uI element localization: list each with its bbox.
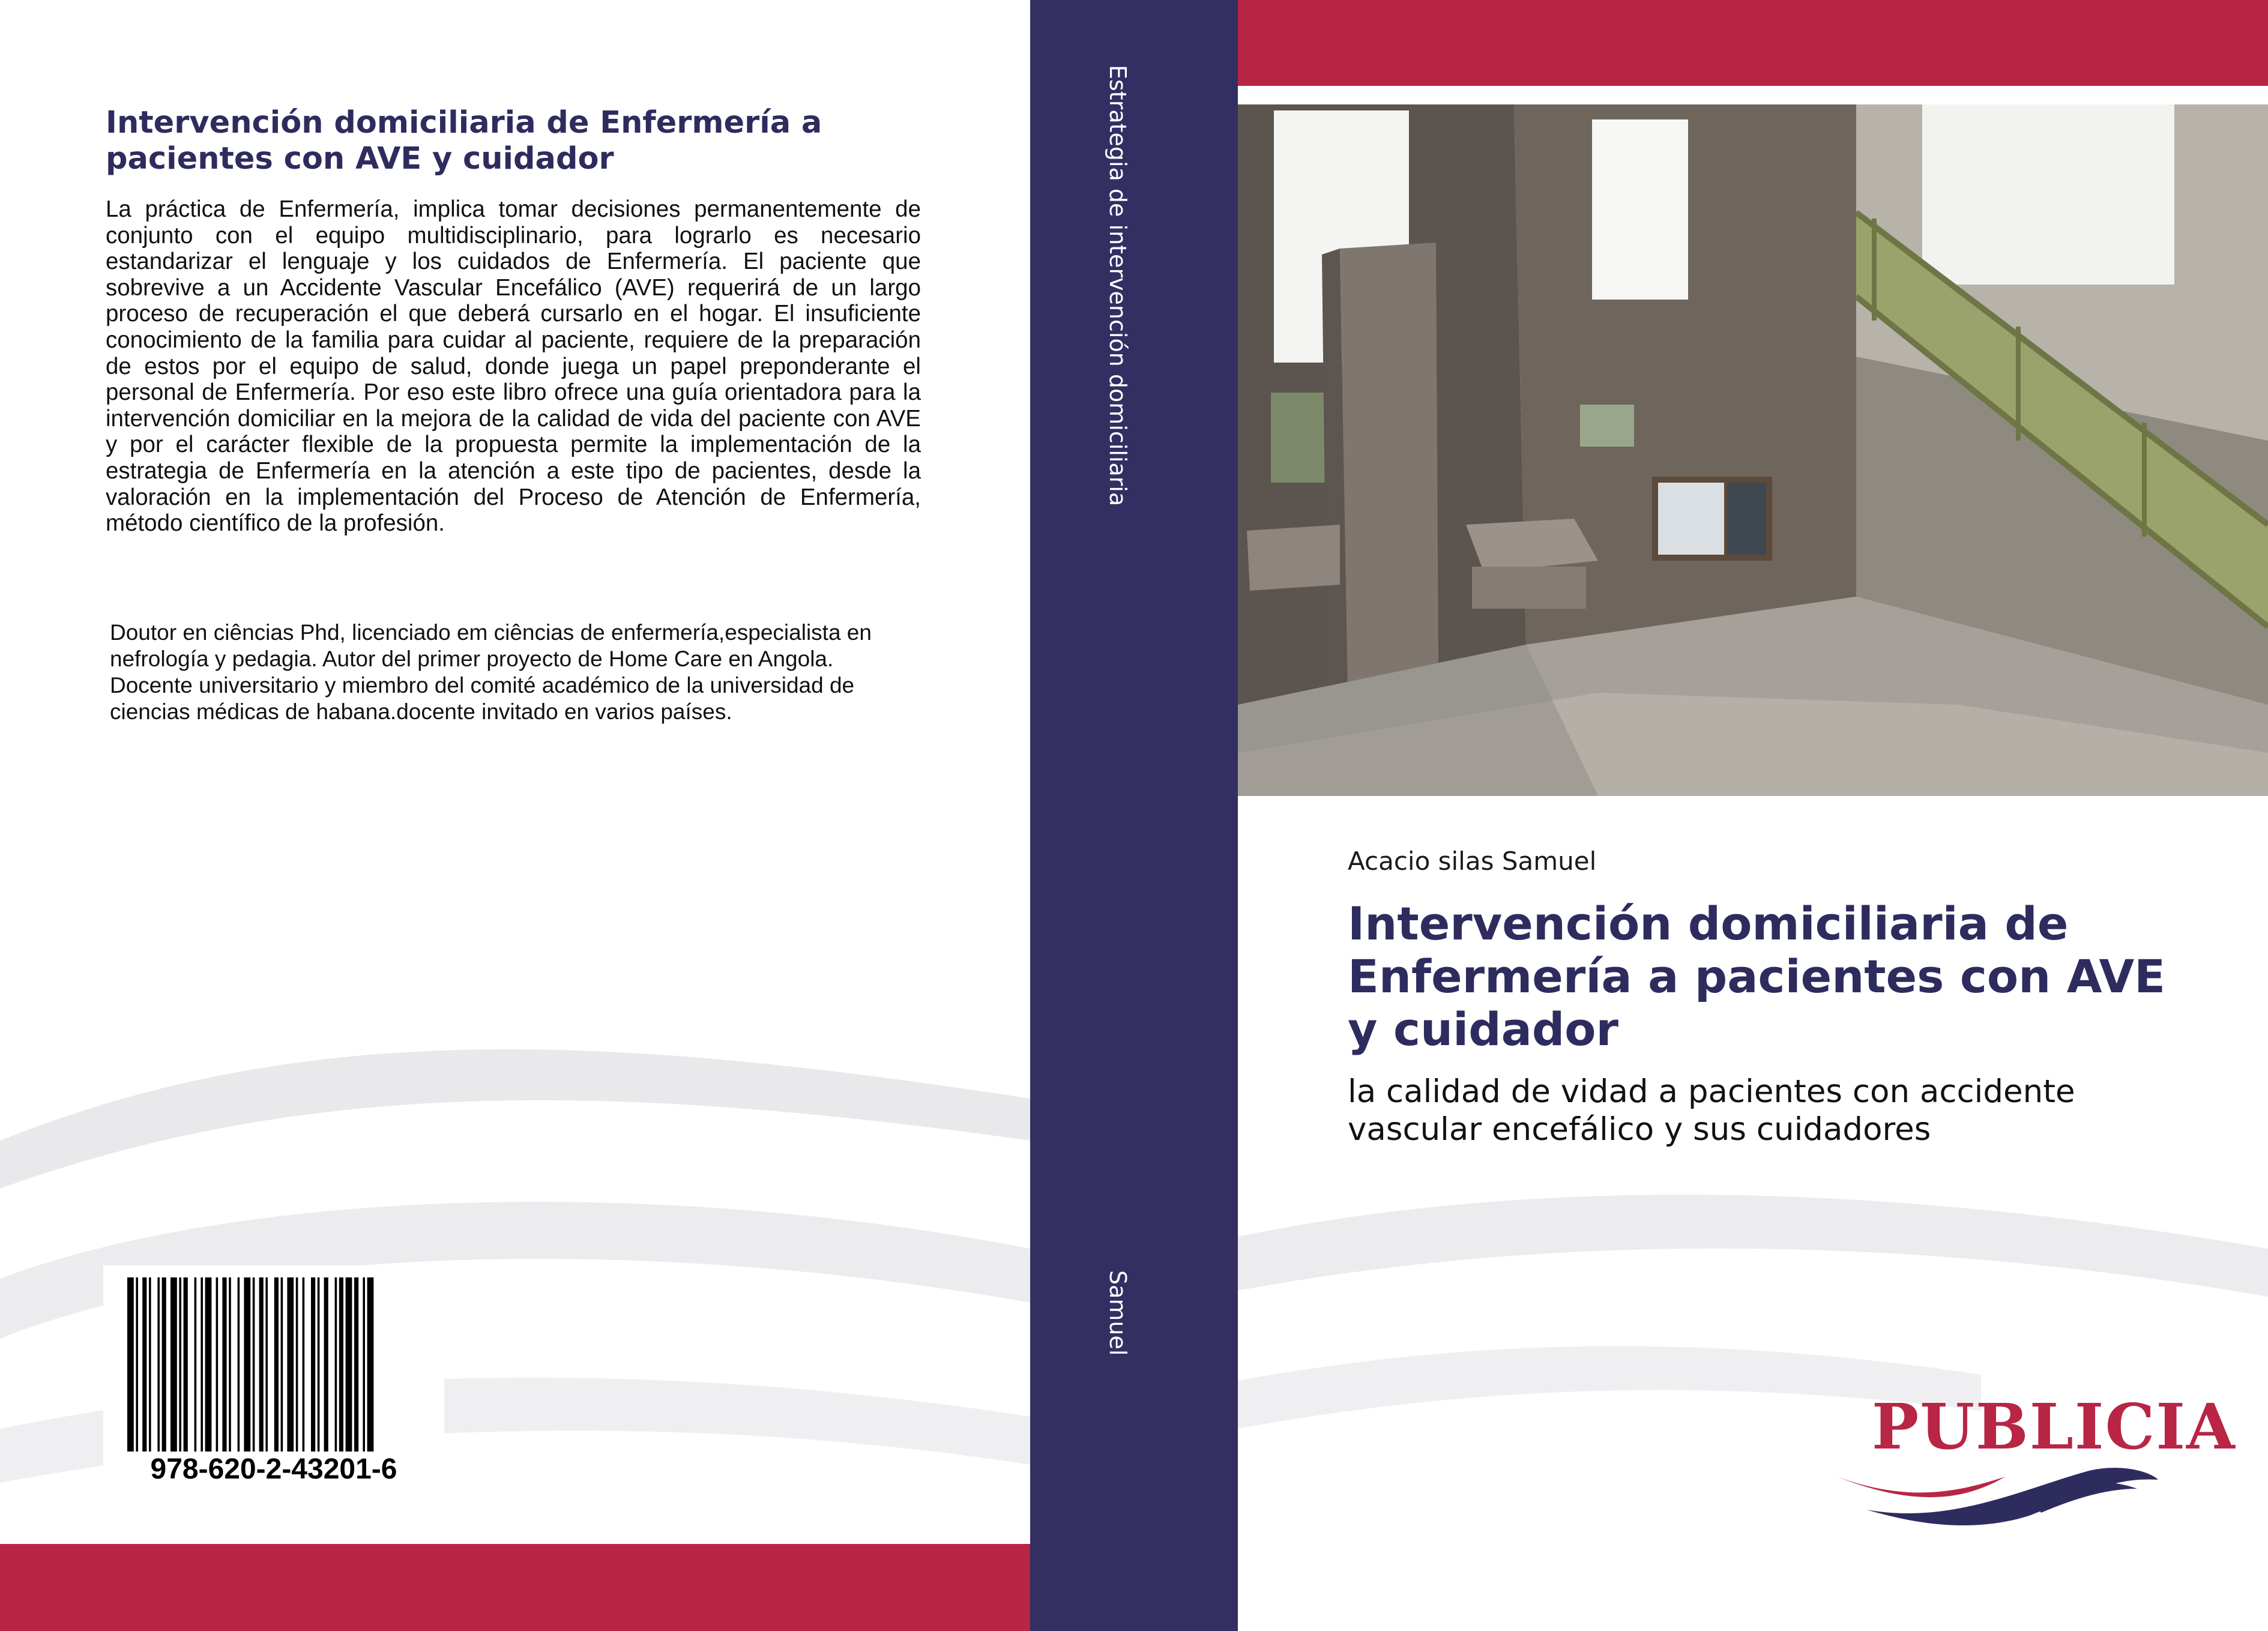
front-cover-author: Acacio silas Samuel [1348, 846, 1597, 876]
back-cover-title: Intervención domiciliaria de Enfermería a pacientes con AVE y cuidador [106, 105, 822, 176]
barcode-bar [281, 1277, 283, 1452]
barcode-bar [324, 1277, 328, 1452]
barcode-bar [238, 1277, 240, 1452]
barcode-bar [318, 1277, 320, 1452]
barcode-bar [205, 1277, 212, 1452]
barcode-bar [201, 1277, 203, 1452]
isbn-barcode [127, 1277, 421, 1452]
spine [1030, 0, 1238, 1631]
front-cover-subtitle: la calidad de vidad a pacientes con accidente vascular encefálico y sus cuidadores [1348, 1073, 2075, 1148]
back-cover-red-band [0, 1544, 1030, 1631]
barcode-bar [274, 1277, 279, 1452]
barcode-bar [157, 1277, 160, 1452]
barcode-bar [303, 1277, 305, 1452]
publisher-logo [1831, 1390, 2236, 1534]
barcode-bar [170, 1277, 177, 1452]
spine-title: Estrategia de intervención domiciliaria [1105, 65, 1131, 507]
publisher-name: PUBLICIA [1872, 1390, 2236, 1464]
barcode-bar [127, 1277, 134, 1452]
barcode-bar [363, 1277, 365, 1452]
barcode-bar [216, 1277, 219, 1452]
barcode-bar [311, 1277, 315, 1452]
barcode-block [103, 1265, 444, 1495]
barcode-bar [335, 1277, 337, 1452]
barcode-bar [179, 1277, 181, 1452]
barcode-bar [222, 1277, 226, 1452]
barcode-bar [244, 1277, 250, 1452]
front-cover-red-band [1238, 0, 2268, 86]
barcode-bar [253, 1277, 255, 1452]
barcode-bar [142, 1277, 146, 1452]
cover-photo [1238, 104, 2268, 796]
barcode-bar [339, 1277, 343, 1452]
author-bio: Doutor en ciências Phd, licenciado em ciências de enfermería,especialista en nefrología y pedagia. Autor del primer proyecto de Home Care en Angola. Docente universitario y miembro del comité académico de la universidad de ciencias médicas de habana.docente invitado en varios países. [110, 620, 872, 724]
barcode-bar [354, 1277, 358, 1452]
barcode-bar [195, 1277, 197, 1452]
barcode-bar [296, 1277, 298, 1452]
barcode-bar [162, 1277, 166, 1452]
barcode-bar [259, 1277, 264, 1452]
barcode-bar [265, 1277, 268, 1452]
barcode-bar [136, 1277, 138, 1452]
publicia-wave-icon [1831, 1453, 2167, 1534]
back-cover-blurb: La práctica de Enfermería, implica tomar decisiones permanentemente de conjunto con el equipo multidisciplinario, para lograrlo es necesario estandarizar el lenguaje y los cuidados de Enfermería. El paciente que sobrevive a un Accidente Vascular Encefálico (AVE) requerirá de un largo proceso de recuperación el que deberá cursarlo en el hogar. El insuficiente conocimiento de la familia para cuidar al paciente, requiere de la preparación de estos por el equipo de salud, donde juega un papel preponderante el personal de Enfermería. Por eso este libro ofrece una guía orientadora para la intervención domiciliar en la mejora de la calidad de vida del paciente con AVE y por el carácter flexible de la propuesta permite la implementación de la estrategia de Enfermería en la atención a este tipo de pacientes, desde la valoración en la implementación del Proceso de Atención de Enfermería, método científico de la profesión. [106, 196, 921, 537]
barcode-bar [229, 1277, 231, 1452]
barcode-bar [184, 1277, 188, 1452]
isbn-number: 978-620-2-43201-6 [150, 1453, 397, 1485]
spine-author: Samuel [1105, 1270, 1131, 1356]
barcode-bar [367, 1277, 374, 1452]
barcode-bar [149, 1277, 151, 1452]
front-cover-title: Intervención domiciliaria de Enfermería a pacientes con AVE y cuidador [1348, 897, 2166, 1056]
barcode-bar [287, 1277, 294, 1452]
barcode-bar [346, 1277, 352, 1452]
